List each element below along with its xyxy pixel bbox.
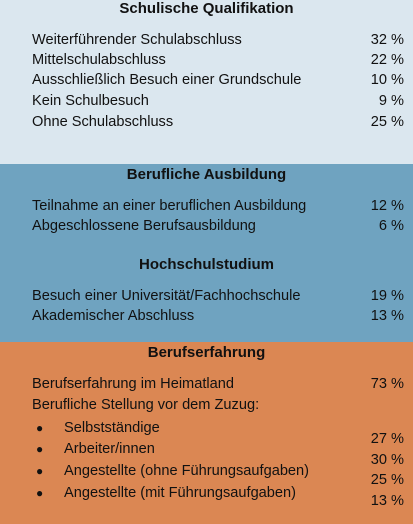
- list-item-value: 25 %: [370, 472, 404, 488]
- section-heading-university: Hochschulstudium: [138, 256, 274, 273]
- row-value: 10 %: [370, 72, 404, 88]
- row-label: Mittelschulabschluss: [32, 52, 166, 68]
- table-row: [32, 52, 404, 72]
- list-item-label: Angestellte (ohne Führungsaufgaben): [64, 463, 310, 479]
- row-value: 22 %: [370, 52, 404, 68]
- list-item: [36, 441, 155, 461]
- list-item-value: 13 %: [370, 493, 404, 509]
- bullet-icon: ●: [36, 421, 44, 435]
- section-work-experience: [0, 342, 413, 524]
- bullet-icon: ●: [36, 464, 44, 478]
- row-label: Akademischer Abschluss: [32, 308, 195, 324]
- list-item-label: Arbeiter/innen: [64, 441, 155, 457]
- section-heading-work-experience: Berufserfahrung: [147, 344, 266, 361]
- row-label: Berufliche Stellung vor dem Zuzug:: [32, 397, 260, 413]
- row-value: 13 %: [370, 308, 404, 324]
- table-row: [32, 376, 404, 396]
- row-label: Ohne Schulabschluss: [32, 114, 174, 130]
- row-value: 73 %: [370, 376, 404, 392]
- row-value: 6 %: [378, 218, 404, 234]
- table-row: [32, 288, 404, 308]
- row-label: Besuch einer Universität/Fachhochschule: [32, 288, 301, 304]
- section-heading-vocational: Berufliche Ausbildung: [126, 166, 287, 183]
- table-row: [32, 72, 404, 92]
- list-item: [36, 420, 160, 440]
- list-item-label: Angestellte (mit Führungsaufgaben): [64, 485, 297, 501]
- table-row: [32, 114, 404, 134]
- row-label: Berufserfahrung im Heimatland: [32, 376, 234, 392]
- row-value: 25 %: [370, 114, 404, 130]
- row-label: Ausschließlich Besuch einer Grundschule: [32, 72, 302, 88]
- bullet-icon: ●: [36, 442, 44, 456]
- bullet-icon: ●: [36, 486, 44, 500]
- row-label: Weiterführender Schulabschluss: [32, 32, 242, 48]
- table-row: [32, 198, 404, 218]
- list-item-label: Selbstständige: [64, 420, 160, 436]
- row-value: 9 %: [378, 93, 404, 109]
- section-school-qualification: [0, 0, 413, 164]
- row-value: 19 %: [370, 288, 404, 304]
- row-label: Abgeschlossene Berufsausbildung: [32, 218, 256, 234]
- row-label: Teilnahme an einer beruflichen Ausbildung: [32, 198, 307, 214]
- list-item: [36, 485, 296, 505]
- row-value: 12 %: [370, 198, 404, 214]
- row-value: 32 %: [370, 32, 404, 48]
- table-row: [32, 32, 404, 52]
- table-row: [32, 93, 404, 113]
- section-vocational-and-university: [0, 164, 413, 342]
- list-item-value: 27 %: [370, 431, 404, 447]
- row-label: Kein Schulbesuch: [32, 93, 149, 109]
- list-item-value: 30 %: [370, 452, 404, 468]
- table-row: [32, 218, 404, 238]
- list-item: [36, 463, 309, 483]
- table-row: [32, 308, 404, 328]
- table-row: [32, 397, 404, 417]
- section-heading-school: Schulische Qualifikation: [119, 0, 294, 17]
